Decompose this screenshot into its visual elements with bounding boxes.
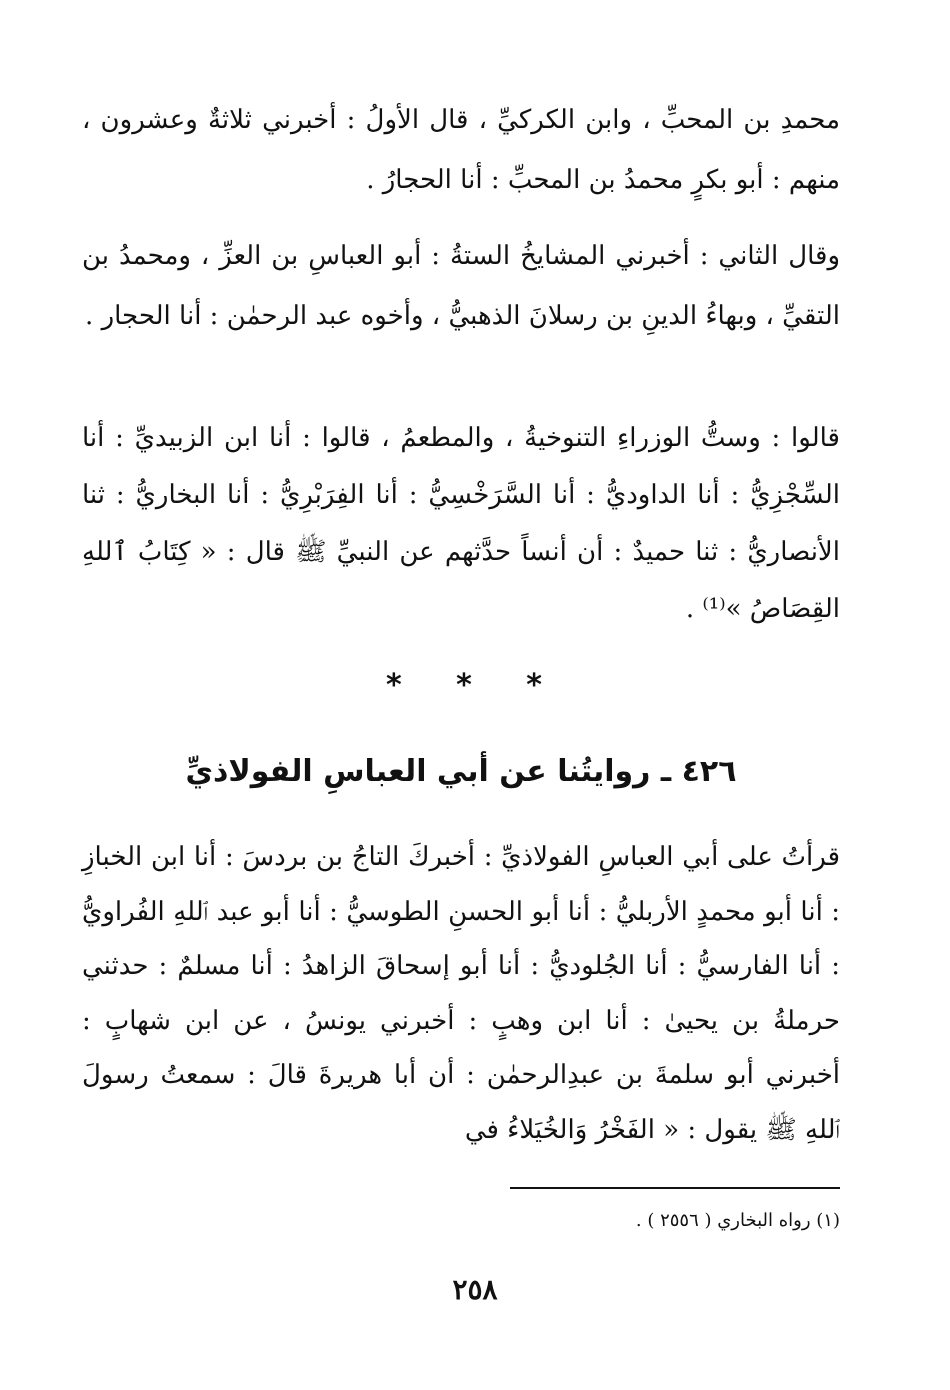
footnote-divider <box>510 1187 840 1189</box>
section-separator: * * * <box>386 668 564 703</box>
footnote: (١) رواه البخاري ( ٢٥٥٦ ) . <box>635 1210 840 1231</box>
paragraph-2: وقال الثاني : أخبرني المشايخُ الستةُ : أبو العباسِ بن العزِّ ، ومحمدُ بن التقيِّ ، وبهاءُ الدينِ بن رسلانَ الذهبيُّ ، وأخوه عبد الرحمٰن : أنا الحجار . <box>82 241 840 331</box>
section-title: ٤٢٦ ـ روايتُنا عن أبي العباسِ الفولاذيِّ <box>185 754 737 789</box>
page-number: ٢٥٨ <box>452 1273 498 1306</box>
paragraph-4: قرأتُ على أبي العباسِ الفولاذيِّ : أخبركَ التاجُ بن بردسَ : أنا ابن الخبازِ : أنا أبو محمدٍ الأربليُّ : أنا أبو الحسنِ الطوسيُّ : أنا أبو عبد ٱللهِ الفُراويُّ : أنا الفارسيُّ : أنا الجُلوديُّ : أنا أبو إسحاقَ الزاهدُ : أنا مسلمٌ : حدثني حرملةُ بن يحيىٰ : أنا ابن وهبٍ : أخبرني يونسُ ، عن ابن شهابٍ : أخبرني أبو سلمةَ بن عبدِالرحمٰن : أن أبا هريرةَ قالَ : سمعتُ رسولَ ٱللهِ ﷺ يقول : « الفَخْرُ وَالخُيَلاءُ في <box>82 842 840 1145</box>
paragraph-1: محمدِ بن المحبِّ ، وابن الكركيِّ ، قال الأولُ : أخبرني ثلاثةٌ وعشرون ، منهم : أبو بكرٍ محمدُ بن المحبِّ : أنا الحجارُ . <box>82 105 840 195</box>
paragraph-3: قالوا : وستُّ الوزراءِ التنوخيةُ ، والمطعمُ ، قالوا : أنا ابن الزبيديِّ : أنا السِّجْزِيُّ : أنا الداوديُّ : أنا السَّرَخْسِيُّ : أنا الفِرَبْرِيُّ : أنا البخاريُّ : ثنا الأنصاريُّ : ثنا حميدٌ : أن أنساً حدَّثهم عن النبيِّ ﷺ قال : « كِتَابُ ٱللهِ القِصَاصُ »⁽¹⁾ . <box>82 423 840 624</box>
